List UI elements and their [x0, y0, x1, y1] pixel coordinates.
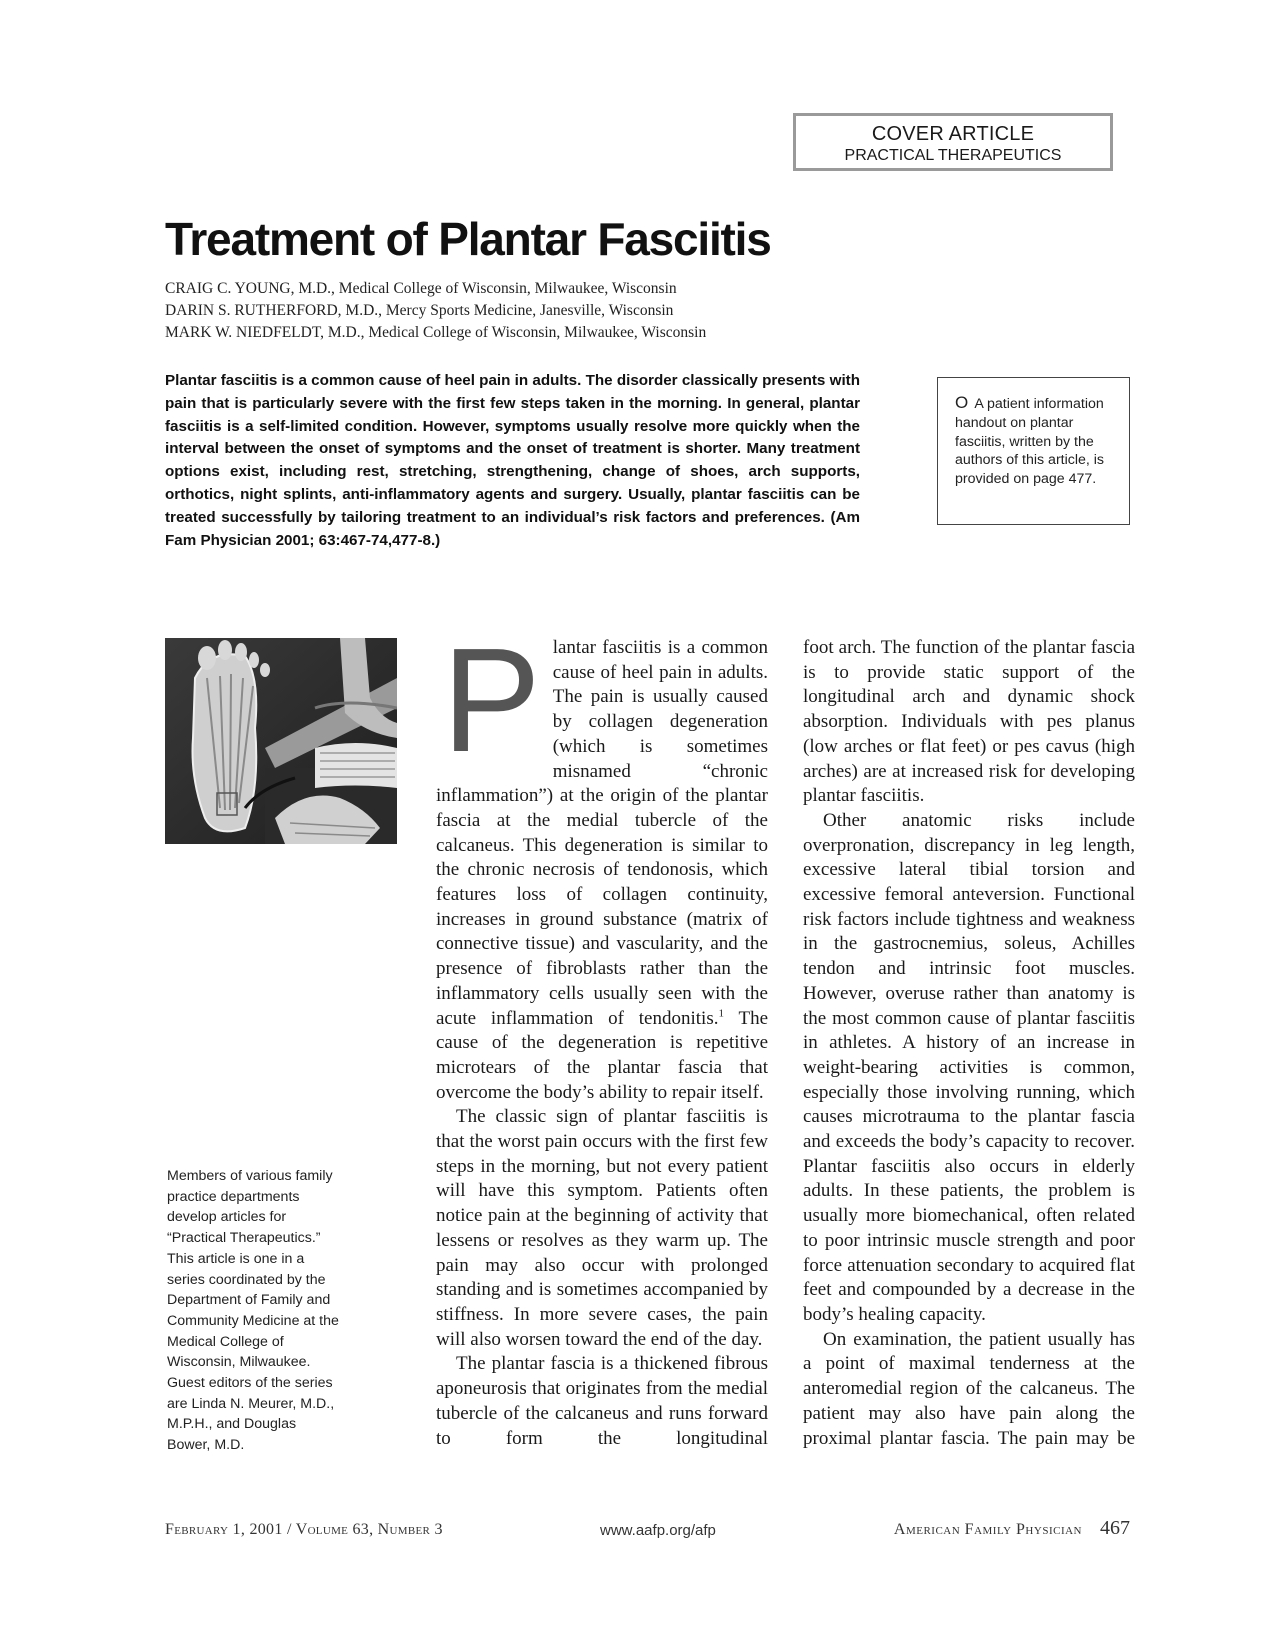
body-paragraph: Other anatomic risks include overpronation, discrepancy in leg length, excessive lateral tibial torsion and excessive femoral anteversion. Functional risk factors include tightness and weakness in the gastrocnemius, soleus, Achilles tendon and intrinsic foot muscles. However, overuse rather than anatomy is the most common cause of plantar fasciitis in athletes. A history of an increase in weight-bearing activities is common, especially those involving running, which causes microtrauma to the plantar fascia and exceeds the body’s capacity to recover. Plantar fasciitis also occurs in elderly adults. In these patients, the problem is usually more biomechanical, often related to poor intrinsic muscle strength and poor force attenuation secondary to acquired flat feet and compounded by a decrease in the body’s healing capacity.	[803, 809, 1135, 1325]
body-paragraph	[436, 618, 768, 1105]
journal-page-info	[894, 1517, 1130, 1540]
author-line: CRAIG C. YOUNG, M.D., Medical College of Wisconsin, Milwaukee, Wisconsin	[165, 280, 677, 297]
handout-note-text: A patient information handout on plantar fasciitis, written by the authors of this article, is provided on page 477.	[955, 396, 1105, 488]
author-list	[165, 278, 805, 344]
journal-url: www.aafp.org/afp	[600, 1522, 716, 1539]
body-column-2	[803, 636, 1135, 1451]
section-label-box	[793, 113, 1113, 171]
reference-marker: 1	[718, 1007, 724, 1020]
article-title: Treatment of Plantar Fasciitis	[165, 213, 771, 265]
body-paragraph: The plantar fascia is a thickened fibrous aponeurosis that originates from the medial tubercle of the calcaneus and runs forward to form the longitudinal	[436, 1353, 768, 1449]
handout-note-box	[937, 377, 1130, 525]
body-paragraph: foot arch. The function of the plantar fascia is to provide static support of the longitudinal arch and dynamic shock absorption. Individuals with pes planus (low arches or flat feet) or pes cavus (high arches) are at increased risk for developing plantar fasciitis.	[803, 637, 1135, 807]
drop-cap: P	[442, 618, 541, 783]
journal-name: American Family Physician	[893, 1521, 1082, 1538]
paragraph-text: The cause of the degeneration is repetitive microtears of the plantar fascia that overcome the body’s ability to repair itself.	[436, 1007, 768, 1103]
foot-anatomy-drawing	[165, 638, 397, 844]
author-line: MARK W. NIEDFELDT, M.D., Medical College of Wisconsin, Milwaukee, Wisconsin	[165, 324, 707, 341]
section-title: COVER ARTICLE	[871, 123, 1035, 145]
body-paragraph: On examination, the patient usually has a point of maximal tenderness at the anteromedial region of the calcaneus. The patient may also have pain along the proximal plantar fascia. The pain may be	[803, 1328, 1135, 1449]
body-column-1	[436, 618, 768, 1451]
series-note: Members of various family practice departments develop articles for “Practical Therapeutics.” This article is one in a series coordinated by the Department of Family and Community Medicine at the Medical College of Wisconsin, Milwaukee. Guest editors of the series are Linda N. Meurer, M.D., M.P.H., and Douglas Bower, M.D.	[167, 1168, 339, 1454]
author-line: DARIN S. RUTHERFORD, M.D., Mercy Sports Medicine, Janesville, Wisconsin	[165, 302, 674, 319]
body-paragraph: The classic sign of plantar fasciitis is that the worst pain occurs with the first few steps in the morning, but not every patient will have this symptom. Patients often notice pain at the beginning of activity that lessens or resolves as they warm up. The pain may also occur with prolonged standing and is sometimes accompanied by stiffness. In more severe cases, the pain will also worsen toward the end of the day.	[436, 1106, 768, 1350]
page-footer	[165, 1517, 1130, 1543]
foot-anatomy-illustration	[165, 638, 397, 844]
circle-icon: O	[955, 393, 969, 412]
issue-info: February 1, 2001 / Volume 63, Number 3	[165, 1521, 443, 1538]
abstract: Plantar fasciitis is a common cause of heel pain in adults. The disorder classically presents with pain that is particularly severe with the first few steps taken in the morning. In general, plantar fasciitis is a self-limited condition. However, symptoms usually resolve more quickly when the interval between the onset of symptoms and the onset of treatment is shorter. Many treatment options exist, including rest, stretching, strengthening, change of shoes, arch supports, orthotics, night splints, anti-inflammatory agents and surgery. Usually, plantar fasciitis can be treated successfully by tailoring treatment to an individual’s risk factors and preferences. (Am Fam Physician 2001; 63:467-74,477-8.)	[165, 372, 860, 549]
section-subtitle: PRACTICAL THERAPEUTICS	[844, 147, 1062, 164]
page-number: 467	[1100, 1517, 1130, 1539]
paragraph-text: lantar fasciitis is a common cause of heel pain in adults. The pain is usually caused by collagen degeneration (which is sometimes misnamed “chronic inflammation”) at the origin of the plantar fascia at the medial tubercle of the calcaneus. This degeneration is similar to the chronic necrosis of tendonosis, which features loss of collagen continuity, increases in ground substance (matrix of connective tissue) and vascularity, and the presence of fibroblasts rather than the inflammatory cells usually seen with the acute inflammation of tendonitis.	[436, 637, 768, 1029]
